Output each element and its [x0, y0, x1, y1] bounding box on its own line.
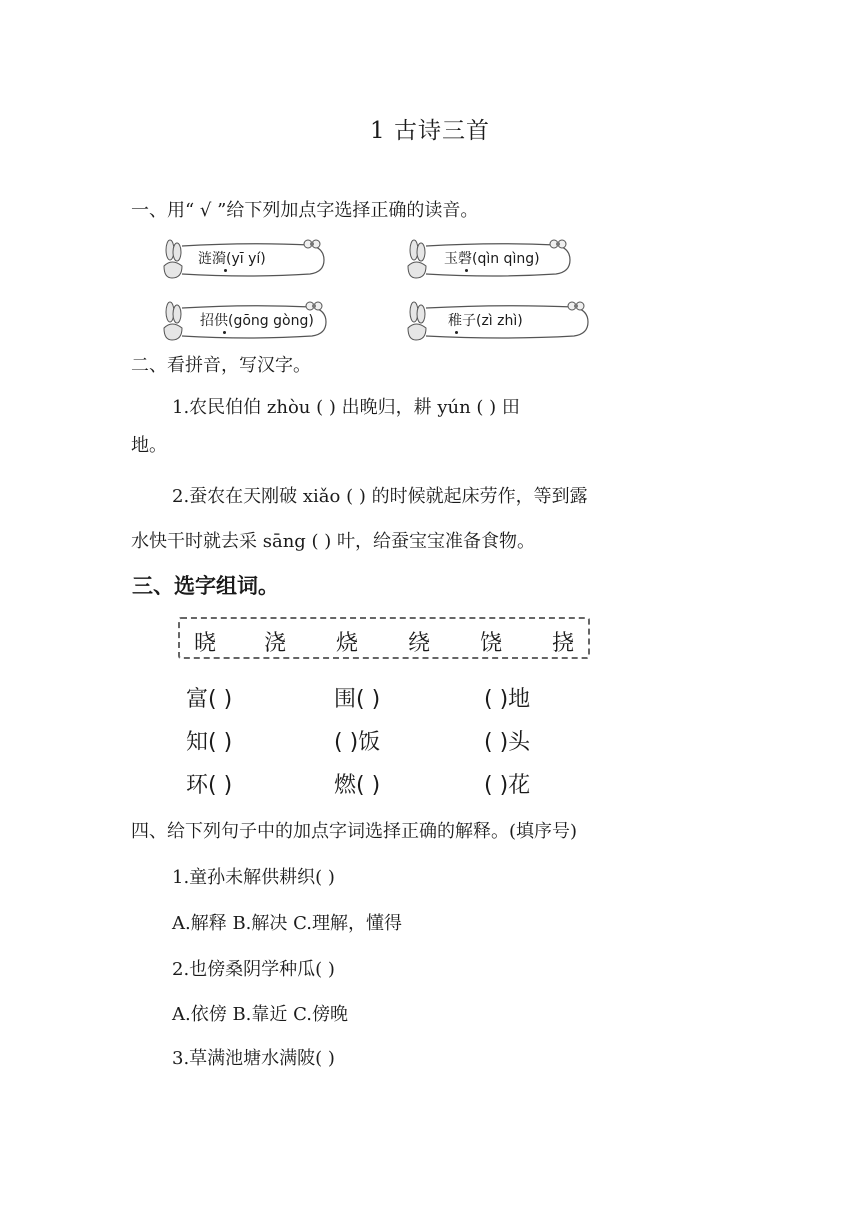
pinyin-card-text: 稚子(zì zhì) — [448, 313, 523, 329]
pinyin-card-text: 涟漪(yī yí) — [198, 251, 266, 267]
question-3-heading: 三、选字组词。 — [132, 574, 279, 598]
word-blank[interactable]: ( )花 — [484, 773, 531, 798]
question-2-heading: 二、看拼音，写汉字。 — [131, 355, 311, 376]
choice-char: 浇 — [264, 631, 287, 656]
q4-item-2-options: A.依傍 B.靠近 C.傍晚 — [172, 1004, 348, 1025]
pinyin-card-4 — [404, 298, 594, 338]
character-choice-box — [178, 617, 590, 659]
q2-item-1-line-2: 地。 — [131, 435, 167, 456]
pinyin-card-1 — [160, 236, 330, 276]
question-1-heading: 一、用“ √ ”给下列加点字选择正确的读音。 — [131, 200, 479, 221]
pinyin-card-3 — [160, 298, 332, 338]
choice-char: 饶 — [480, 631, 503, 656]
pinyin-card-text: 招供(gōng gòng) — [200, 313, 314, 329]
choice-char: 烧 — [336, 631, 359, 656]
q2-item-2-line-2: 水快干时就去采 sāng ( ) 叶，给蚕宝宝准备食物。 — [131, 531, 536, 552]
emphasis-dot — [465, 269, 468, 272]
word-blank[interactable]: 燃( ) — [334, 773, 381, 798]
emphasis-dot — [455, 331, 458, 334]
q2-item-1-line-1: 1.农民伯伯 zhòu ( ) 出晚归，耕 yún ( ) 田 — [172, 397, 520, 418]
question-4-heading: 四、给下列句子中的加点字词选择正确的解释。(填序号) — [131, 821, 578, 842]
q4-item-3: 3.草满池塘水满陂( ) — [172, 1048, 335, 1069]
word-blank[interactable]: ( )地 — [484, 687, 531, 712]
choice-char: 晓 — [194, 631, 217, 656]
emphasis-dot — [223, 331, 226, 334]
emphasis-dot — [224, 269, 227, 272]
word-blank[interactable]: 围( ) — [334, 687, 381, 712]
q4-item-2: 2.也傍桑阴学种瓜( ) — [172, 959, 335, 980]
pinyin-card-text: 玉磬(qìn qìng) — [444, 251, 540, 267]
word-blank[interactable]: 知( ) — [186, 730, 233, 755]
word-blank[interactable]: ( )头 — [484, 730, 531, 755]
q2-item-2-line-1: 2.蚕农在天刚破 xiǎo ( ) 的时候就起床劳作，等到露 — [172, 486, 588, 507]
pinyin-card-2 — [404, 236, 576, 276]
choice-char: 挠 — [552, 631, 575, 656]
q4-item-1-options: A.解释 B.解决 C.理解，懂得 — [172, 913, 402, 934]
word-blank[interactable]: ( )饭 — [334, 730, 381, 755]
word-blank[interactable]: 环( ) — [186, 773, 233, 798]
q4-item-1: 1.童孙未解供耕织( ) — [172, 867, 335, 888]
choice-char: 绕 — [408, 631, 431, 656]
page-title: 1 古诗三首 — [370, 118, 490, 144]
word-blank[interactable]: 富( ) — [186, 687, 233, 712]
